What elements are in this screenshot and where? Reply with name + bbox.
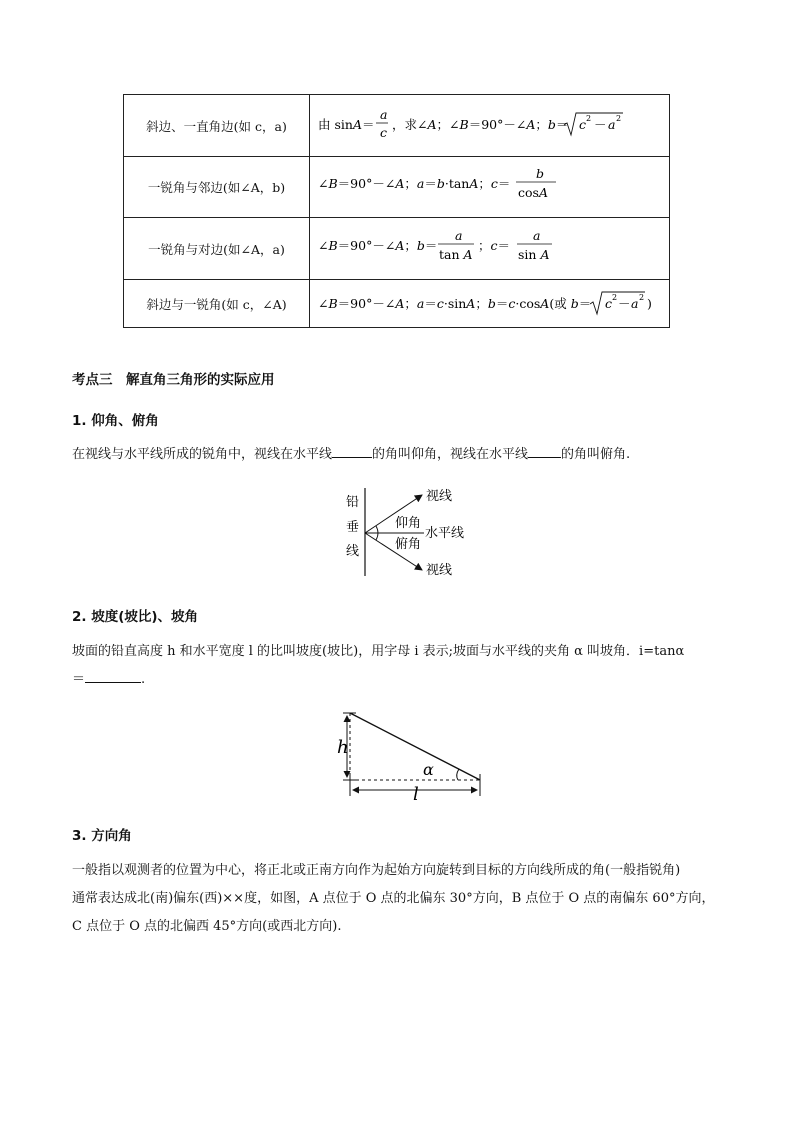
elevation-depression-figure bbox=[340, 484, 490, 580]
depression-label: 俯角 bbox=[395, 537, 422, 552]
svg-text:b: b bbox=[536, 166, 545, 181]
svg-text:a: a bbox=[533, 227, 541, 243]
paragraph-direction-line1: 一般指以观测者的位置为中心，将正北或正南方向作为起始方向旋转到目标的方向线所成的角(一般指锐角) bbox=[72, 863, 681, 878]
text-segment: 的角叫仰角，视线在水平线 bbox=[372, 447, 529, 462]
svg-text:): ) bbox=[647, 295, 652, 311]
svg-text:－: － bbox=[618, 295, 631, 311]
solution-cell bbox=[310, 95, 670, 157]
subsection-heading-2: 2. 坡度(坡比)、坡角 bbox=[72, 609, 199, 625]
svg-text:由 sinA＝: 由 sinA＝ bbox=[318, 116, 375, 132]
paragraph-direction-line2: 通常表达成北(南)偏东(西)××度，如图，A 点位于 O 点的北偏东 30°方向，B 点位于 O 点的南偏东 60°方向， bbox=[72, 891, 715, 906]
paragraph-direction-line3: C 点位于 O 点的北偏西 45°方向(或西北方向). bbox=[72, 919, 342, 934]
table-row bbox=[124, 95, 670, 157]
subsection-heading-3: 3. 方向角 bbox=[72, 828, 132, 844]
formula-row-1 bbox=[318, 101, 658, 151]
vertical-label-char: 铅 bbox=[346, 495, 360, 510]
slope-figure bbox=[330, 706, 490, 802]
condition-cell: 斜边、一直角边(如 c，a) bbox=[124, 95, 310, 157]
solution-cell bbox=[310, 280, 670, 328]
solution-cell bbox=[310, 218, 670, 280]
paragraph-slope-line1: 坡面的铅直高度 h 和水平宽度 l 的比叫坡度(坡比)，用字母 i 表示;坡面与水平线的夹角 α 叫坡角．i=tanα bbox=[72, 644, 685, 659]
condition-cell: 斜边与一锐角(如 c，∠A) bbox=[124, 280, 310, 328]
fill-blank-slope bbox=[85, 670, 141, 683]
svg-text:a: a bbox=[631, 295, 639, 311]
vertical-label-char: 线 bbox=[346, 544, 360, 559]
text-segment: ＝ bbox=[72, 672, 86, 687]
solving-right-triangle-table bbox=[123, 94, 670, 328]
svg-text:c: c bbox=[579, 116, 587, 132]
svg-text:∠B＝90°－∠A；b＝: ∠B＝90°－∠A；b＝ bbox=[318, 237, 438, 253]
paragraph-slope-line2 bbox=[72, 666, 724, 694]
svg-text:tan A: tan A bbox=[439, 246, 473, 262]
fill-blank-below bbox=[528, 445, 561, 458]
slope-line bbox=[350, 713, 480, 780]
elevation-label: 仰角 bbox=[395, 516, 422, 531]
svg-text:2: 2 bbox=[639, 292, 645, 302]
svg-text:－: － bbox=[594, 116, 607, 132]
sight-label-top: 视线 bbox=[426, 489, 453, 504]
alpha-label: α bbox=[423, 760, 434, 779]
height-label: h bbox=[337, 737, 349, 758]
table-row bbox=[124, 157, 670, 218]
condition-cell: 一锐角与邻边(如∠A，b) bbox=[124, 157, 310, 218]
svg-text:c: c bbox=[380, 124, 388, 140]
svg-text:2: 2 bbox=[586, 113, 592, 123]
section-title: 考点三 解直角三角形的实际应用 bbox=[72, 372, 275, 388]
horizontal-label: 水平线 bbox=[425, 526, 465, 541]
width-label: l bbox=[413, 784, 419, 802]
formula-row-2 bbox=[318, 162, 658, 212]
text-segment: . bbox=[141, 672, 146, 687]
text-segment: 的角叫俯角. bbox=[561, 447, 631, 462]
svg-text:2: 2 bbox=[616, 113, 622, 123]
text-segment: 在视线与水平线所成的锐角中，视线在水平线 bbox=[72, 447, 333, 462]
sight-label-bottom: 视线 bbox=[426, 563, 453, 578]
svg-text:a: a bbox=[455, 227, 463, 243]
svg-text:a: a bbox=[608, 116, 616, 132]
svg-text:sin A: sin A bbox=[518, 246, 550, 262]
svg-text:cosA: cosA bbox=[518, 185, 548, 200]
subsection-heading-1: 1. 仰角、俯角 bbox=[72, 413, 159, 429]
formula-row-4 bbox=[318, 284, 663, 324]
solution-cell bbox=[310, 157, 670, 218]
svg-text:，求∠A；∠B＝90°－∠A；b＝: ，求∠A；∠B＝90°－∠A；b＝ bbox=[392, 116, 569, 132]
fill-blank-above bbox=[332, 445, 372, 458]
table-row bbox=[124, 218, 670, 280]
vertical-label-char: 垂 bbox=[346, 520, 360, 535]
paragraph-elevation bbox=[72, 441, 724, 469]
svg-text:；c＝: ；c＝ bbox=[478, 237, 511, 253]
formula-row-3 bbox=[318, 224, 658, 274]
condition-cell: 一锐角与对边(如∠A，a) bbox=[124, 218, 310, 280]
svg-text:a: a bbox=[380, 106, 388, 122]
svg-text:2: 2 bbox=[612, 292, 618, 302]
svg-text:c: c bbox=[605, 295, 613, 311]
svg-text:∠B＝90°－∠A；a＝c·sinA；b＝c·cosA(或: ∠B＝90°－∠A；a＝c·sinA；b＝c·cosA(或 b＝ bbox=[318, 295, 592, 311]
svg-text:∠B＝90°－∠A；a＝b·tanA；c＝: ∠B＝90°－∠A；a＝b·tanA；c＝ bbox=[318, 176, 511, 191]
table-row bbox=[124, 280, 670, 328]
